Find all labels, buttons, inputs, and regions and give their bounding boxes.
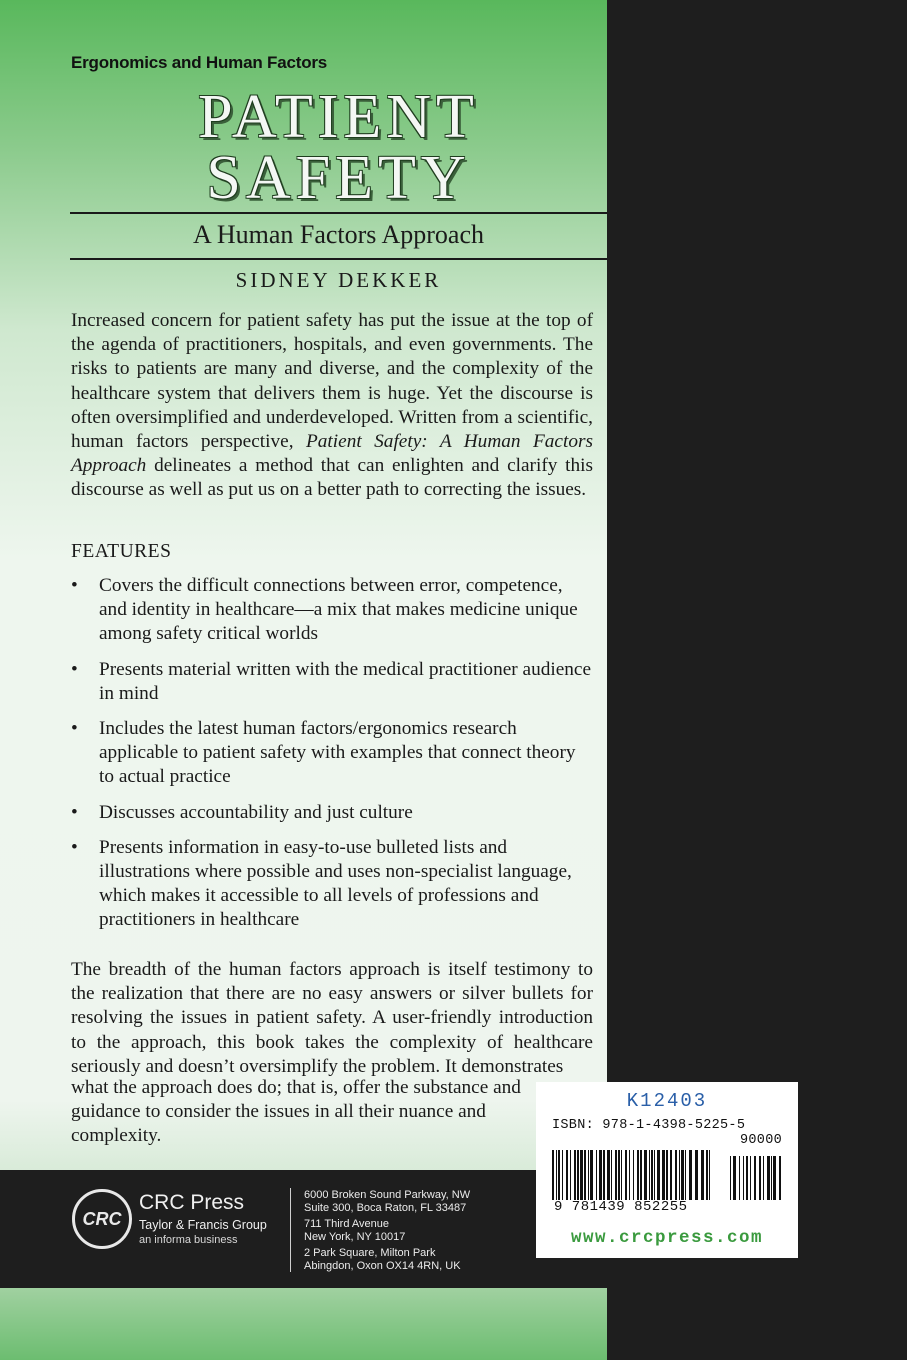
title-rule-top — [70, 212, 607, 214]
feature-text: Discusses accountability and just culture — [99, 801, 413, 823]
feature-item — [71, 574, 593, 647]
intro-text-start: Increased concern for patient safety has put the issue at the top of the agenda of practitioners, hospitals, and even governments. The risks to patients are many and diverse, and the complexity of the healthcare system that delivers them is huge. Yet the discourse is often oversimplified and underdeveloped. Written from a scientific, human factors perspective, — [71, 310, 593, 453]
feature-text: Presents material written with the medical practitioner audience in mind — [99, 658, 592, 704]
bullet-icon: • — [71, 575, 78, 596]
publisher-tagline: an informa business — [139, 1234, 238, 1246]
address-line: New York, NY 10017 — [304, 1231, 406, 1243]
ean-digits: 9 781439 852255 — [554, 1199, 688, 1215]
feature-item — [71, 717, 593, 790]
publisher-website: www.crcpress.com — [570, 1228, 764, 1248]
book-title-line-2: SAFETY — [206, 144, 471, 212]
book-title-line-1: PATIENT — [198, 83, 479, 151]
features-heading: FEATURES — [71, 541, 172, 562]
barcode-bars-icon — [552, 1150, 782, 1200]
publisher-address-boca-raton — [304, 1189, 470, 1215]
address-line: Suite 300, Boca Raton, FL 33487 — [304, 1202, 467, 1214]
price-code: 90000 — [739, 1133, 782, 1148]
intro-book-title-italic: Patient Safety: A Human Factors Approach — [71, 431, 593, 477]
feature-item — [71, 658, 593, 706]
author-name: SIDNEY DEKKER — [235, 268, 442, 292]
catalog-code: K12403 — [626, 1090, 708, 1112]
bullet-icon: • — [71, 718, 78, 740]
address-line: 6000 Broken Sound Parkway, NW — [304, 1189, 471, 1201]
isbn-number: ISBN: 978-1-4398-5225-5 — [552, 1118, 746, 1133]
feature-text: Presents information in easy-to-use bulleted lists and illustrations where possible and uses non-specialist language, which makes it accessible to all levels of professions and practitioners in healthcare — [99, 836, 572, 931]
footer-divider — [290, 1188, 291, 1272]
book-subtitle: A Human Factors Approach — [192, 220, 484, 249]
feature-text: Includes the latest human factors/ergonomics research applicable to patient safety with examples that connect theory to actual practice — [99, 718, 576, 788]
address-line: 711 Third Avenue — [304, 1218, 390, 1230]
feature-text: Covers the difficult connections between error, competence, and identity in healthcare—a mix that makes medicine unique among safety critical worlds — [99, 575, 578, 645]
crc-logo-icon: CRC — [72, 1189, 132, 1249]
publisher-group: Taylor & Francis Group — [139, 1218, 267, 1232]
publisher-address-new-york — [304, 1218, 405, 1244]
closing-paragraph-end: what the approach does do; that is, offer the substance and guidance to consider the issues in all their nuance and complexity. — [71, 1077, 521, 1147]
bullet-icon: • — [71, 801, 78, 823]
closing-paragraph: The breadth of the human factors approach is itself testimony to the realization that there are no easy answers or silver bullets for resolving the issues in patient safety. A user-friendly introduction to the approach, this book takes the complexity of healthcare seriously and doesn’t oversimplify the problem. It demonstrates — [71, 959, 593, 1077]
title-rule-bottom — [70, 258, 607, 260]
feature-item — [71, 801, 593, 825]
address-line: Abingdon, Oxon OX14 4RN, UK — [304, 1260, 461, 1272]
address-line: 2 Park Square, Milton Park — [304, 1247, 436, 1259]
series-name: Ergonomics and Human Factors — [71, 53, 328, 72]
barcode-label — [536, 1082, 798, 1258]
intro-paragraph — [71, 309, 593, 503]
publisher-name: CRC Press — [139, 1191, 245, 1214]
bullet-icon: • — [71, 836, 78, 858]
features-list — [71, 574, 593, 944]
intro-text-end: delineates a method that can enlighten and clarify this discourse as well as put us on a better path to correcting the issues. — [71, 455, 593, 501]
feature-item — [71, 836, 593, 933]
bullet-icon: • — [71, 658, 78, 680]
publisher-address-abingdon — [304, 1247, 461, 1273]
